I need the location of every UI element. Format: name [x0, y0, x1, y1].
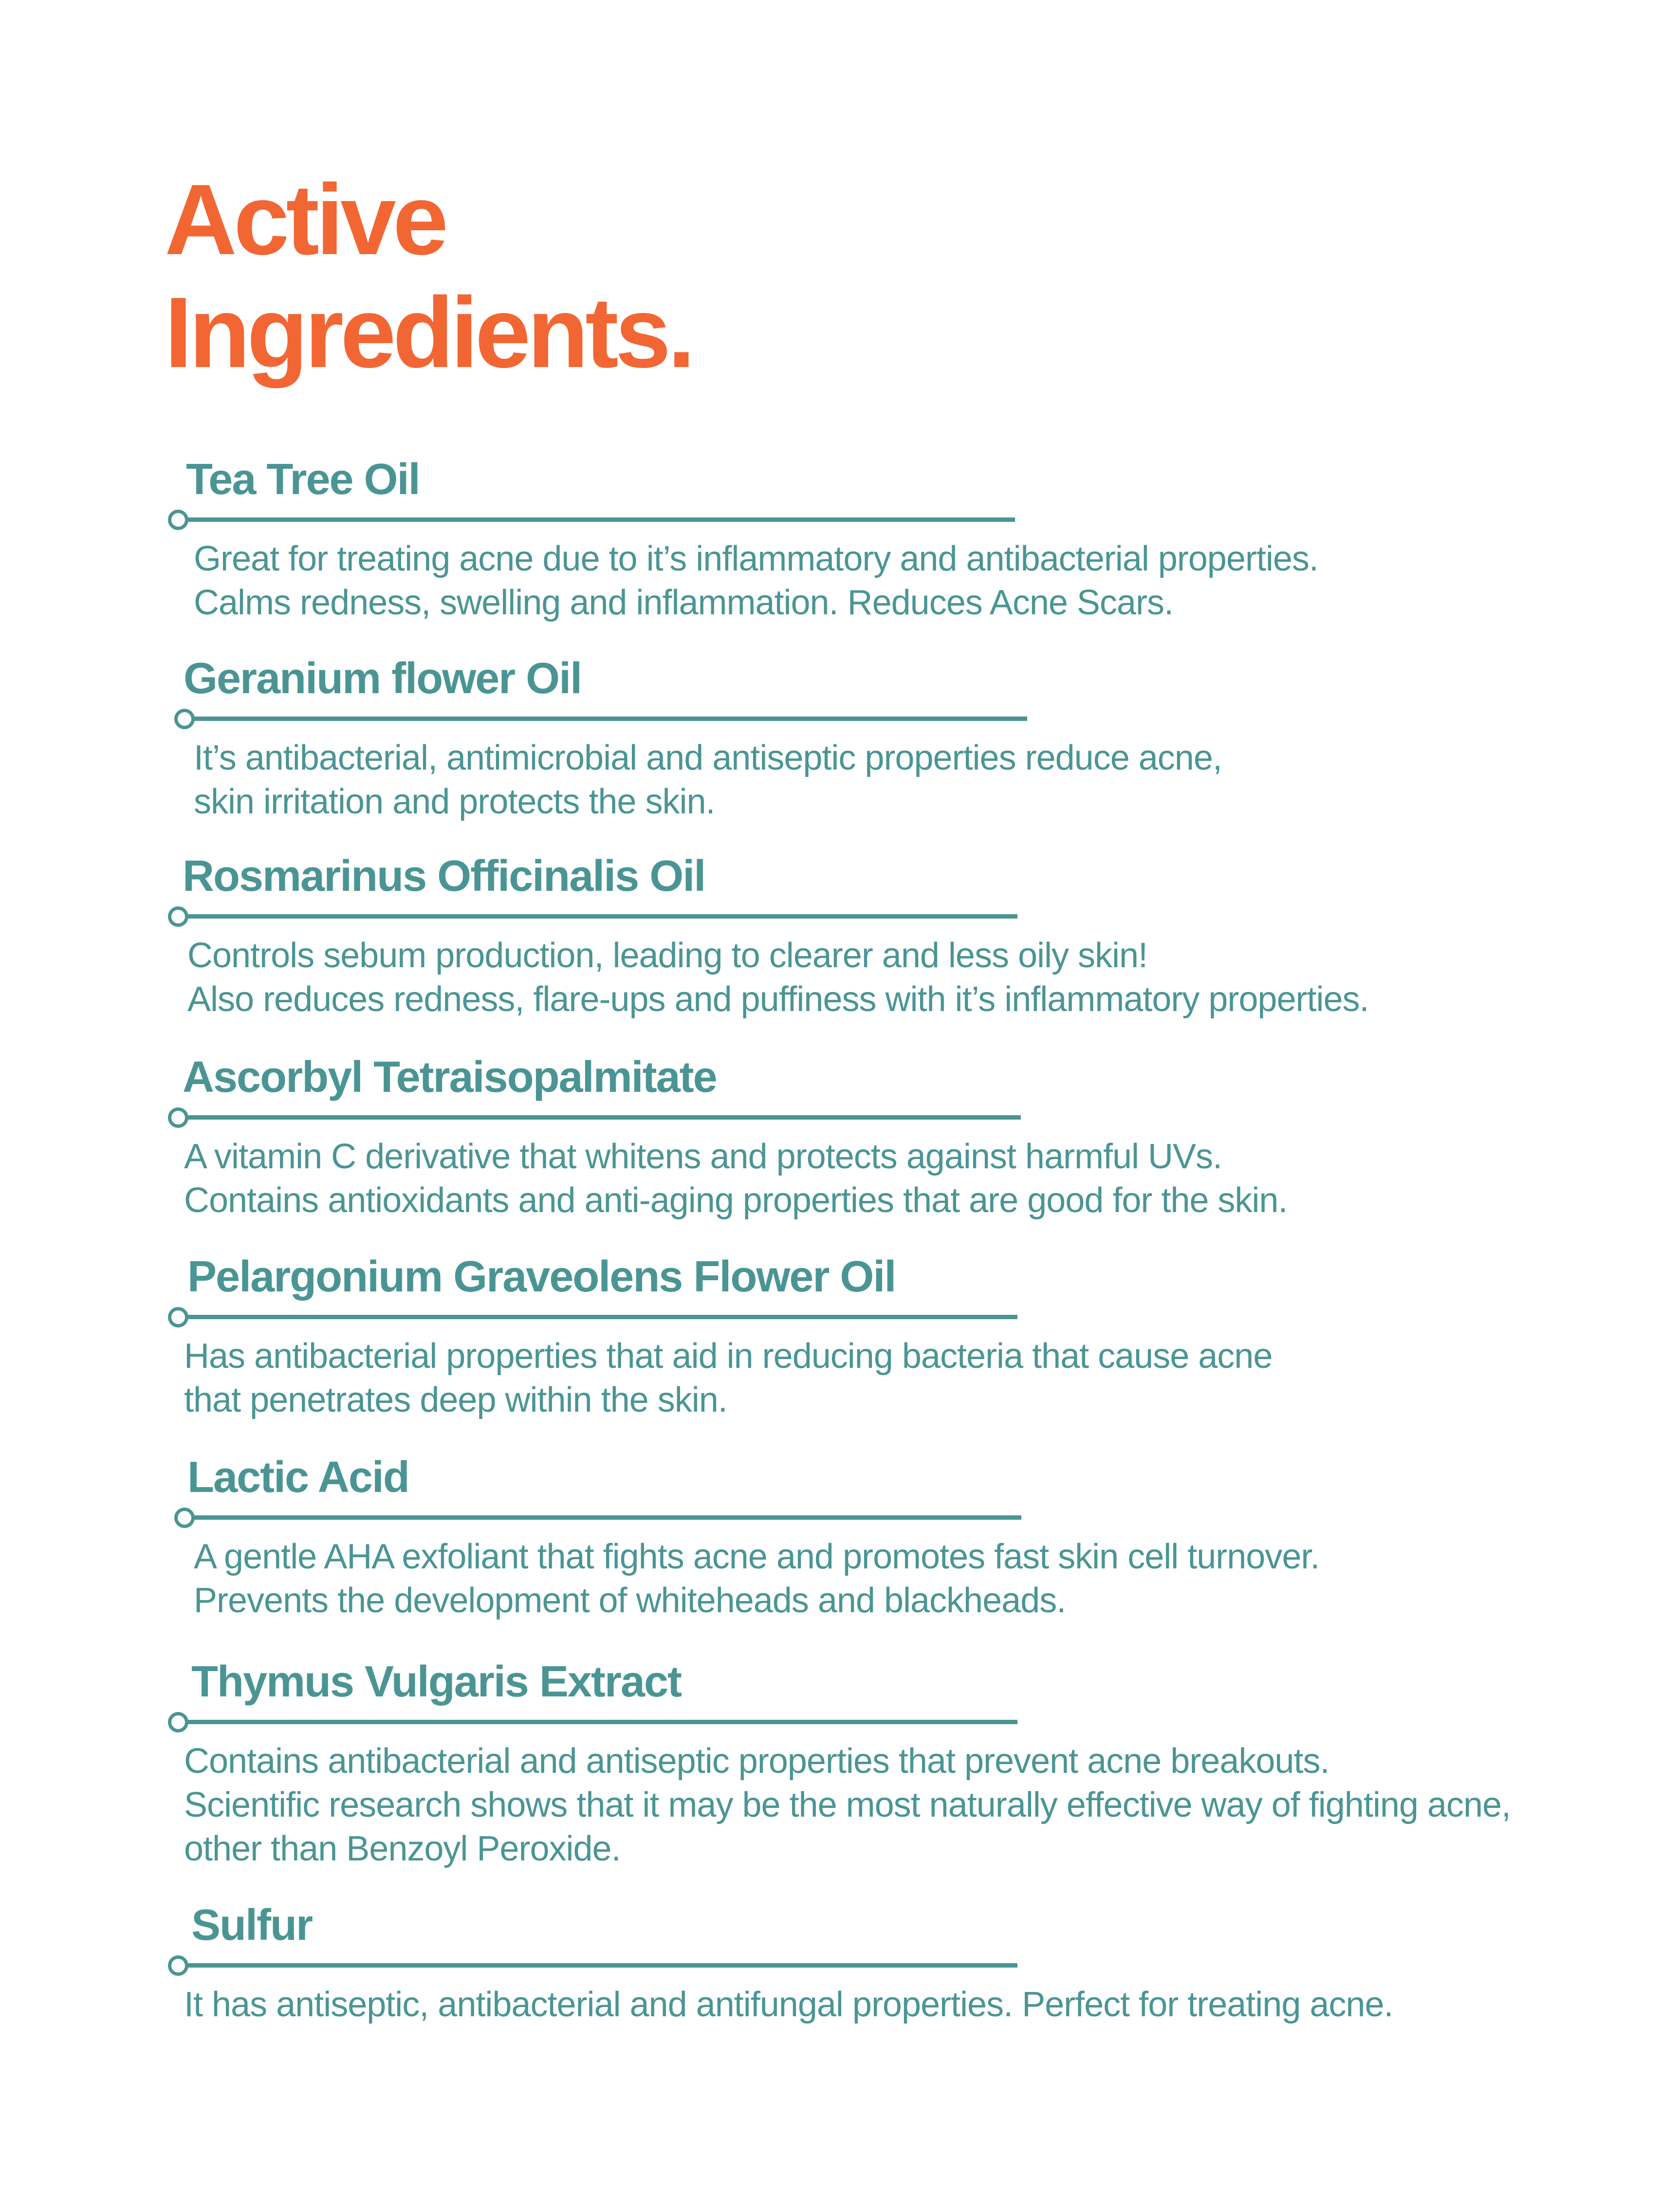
description-line: A gentle AHA exfoliant that fights acne and promotes fast skin cell turnover. [194, 1537, 1320, 1576]
ingredient-name: Rosmarinus Officinalis Oil [183, 852, 705, 901]
description-line: Prevents the development of whiteheads and blackheads. [194, 1581, 1066, 1620]
description-line: other than Benzoyl Peroxide. [184, 1829, 621, 1868]
ingredient-name: Pelargonium Graveolens Flower Oil [187, 1252, 896, 1301]
divider-dot-icon [168, 906, 188, 927]
divider-dot-icon [174, 709, 195, 729]
ingredient-divider [174, 709, 1031, 728]
ingredient-description [187, 934, 1369, 1021]
page-title-line-1: Active [165, 164, 445, 276]
divider-dot-icon [168, 1712, 188, 1732]
divider-dot-icon [168, 1307, 188, 1327]
divider-line [187, 1115, 1021, 1120]
ingredient-name: Lactic Acid [187, 1453, 409, 1502]
description-line: skin irritation and protects the skin. [194, 782, 715, 821]
ingredient-description [194, 537, 1318, 625]
ingredient-divider [168, 1107, 1025, 1127]
divider-line [187, 914, 1017, 919]
page-title-line-2: Ingredients. [165, 276, 692, 388]
divider-line [194, 717, 1027, 721]
description-line: Contains antibacterial and antiseptic properties that prevent acne breakouts. [184, 1742, 1329, 1781]
ingredient-divider [168, 906, 1025, 926]
description-line: that penetrates deep within the skin. [184, 1381, 727, 1419]
divider-line [194, 1515, 1021, 1520]
ingredient-name: Thymus Vulgaris Extract [191, 1657, 682, 1706]
description-line: Controls sebum production, leading to clearer and less oily skin! [187, 936, 1148, 975]
description-line: Has antibacterial properties that aid in reducing bacteria that cause acne [184, 1337, 1273, 1376]
ingredient-name: Tea Tree Oil [186, 455, 420, 504]
divider-line [187, 1963, 1017, 1968]
description-line: Also reduces redness, flare-ups and puffiness with it’s inflammatory properties. [187, 980, 1369, 1019]
ingredient-divider [168, 1307, 1025, 1326]
divider-line [187, 1720, 1017, 1724]
divider-line [187, 1315, 1017, 1319]
description-line: Calms redness, swelling and inflammation. Reduces Acne Scars. [194, 583, 1173, 622]
ingredient-description [184, 1334, 1272, 1422]
divider-dot-icon [168, 510, 188, 530]
description-line: A vitamin C derivative that whitens and protects against harmful UVs. [184, 1137, 1222, 1176]
ingredient-divider [168, 1955, 1025, 1975]
description-line: Great for treating acne due to it’s inflammatory and antibacterial properties. [194, 539, 1318, 578]
ingredient-divider [174, 1508, 1031, 1527]
ingredient-name: Ascorbyl Tetraisopalmitate [183, 1053, 717, 1102]
ingredient-name: Geranium flower Oil [184, 654, 582, 703]
divider-dot-icon [168, 1107, 188, 1128]
ingredient-divider [168, 1712, 1025, 1731]
description-line: It has antiseptic, antibacterial and antifungal properties. Perfect for treating acne. [184, 1985, 1393, 2024]
description-line: It’s antibacterial, antimicrobial and antiseptic properties reduce acne, [194, 738, 1222, 777]
divider-dot-icon [168, 1955, 188, 1976]
description-line: Contains antioxidants and anti-aging properties that are good for the skin. [184, 1181, 1288, 1220]
ingredient-name: Sulfur [191, 1901, 312, 1950]
divider-line [187, 517, 1015, 522]
ingredient-description [194, 1535, 1319, 1622]
ingredient-divider [168, 510, 1025, 529]
divider-dot-icon [174, 1508, 195, 1528]
ingredient-description [184, 1135, 1287, 1222]
page-title [165, 163, 692, 389]
ingredient-description [194, 736, 1222, 824]
description-line: Scientific research shows that it may be the most naturally effective way of fighting acne, [184, 1786, 1511, 1824]
ingredient-description [184, 1983, 1393, 2026]
ingredient-description [184, 1739, 1511, 1871]
